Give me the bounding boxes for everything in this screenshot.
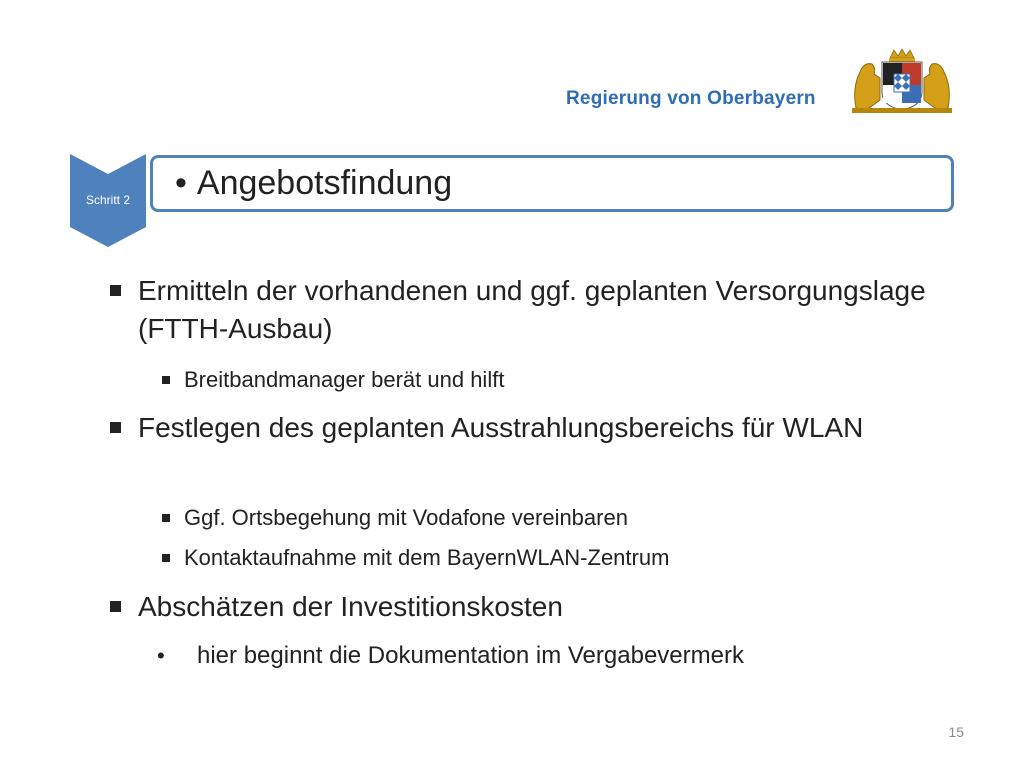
step-label: Schritt 2	[85, 193, 130, 207]
square-bullet-icon	[110, 285, 121, 296]
bavarian-coat-of-arms-icon	[846, 48, 958, 114]
square-bullet-icon	[110, 422, 121, 433]
sub-bullet-text: hier beginnt die Dokumentation im Vergabevermerk	[197, 642, 744, 669]
bullet-item	[138, 409, 938, 447]
square-bullet-icon	[162, 514, 170, 522]
bullet-item	[138, 588, 938, 626]
bullet-text: Abschätzen der Investitionskosten	[138, 591, 563, 622]
sub-bullet-item	[184, 366, 944, 394]
title-bullet: •	[175, 164, 187, 202]
square-bullet-icon	[110, 601, 121, 612]
square-bullet-icon	[162, 554, 170, 562]
page-number: 15	[948, 724, 964, 740]
sub-bullet-text: Kontaktaufnahme mit dem BayernWLAN-Zentrum	[184, 545, 670, 570]
square-bullet-icon	[162, 376, 170, 384]
bullet-item	[138, 272, 938, 348]
organization-name: Regierung von Oberbayern	[566, 88, 816, 109]
bullet-text: Festlegen des geplanten Ausstrahlungsbereichs für WLAN	[138, 412, 864, 443]
bullet-text: Ermitteln der vorhandenen und ggf. geplanten Versorgungslage (FTTH-Ausbau)	[138, 275, 926, 344]
round-bullet-icon: •	[157, 643, 165, 668]
sub-bullet-item	[184, 504, 944, 532]
step-title-banner	[150, 155, 954, 212]
sub-bullet-item	[157, 641, 744, 671]
sub-bullet-text: Ggf. Ortsbegehung mit Vodafone vereinbaren	[184, 505, 628, 530]
step-title: Angebotsfindung	[196, 164, 453, 202]
sub-bullet-text: Breitbandmanager berät und hilft	[184, 367, 505, 392]
sub-bullet-item	[184, 544, 944, 572]
